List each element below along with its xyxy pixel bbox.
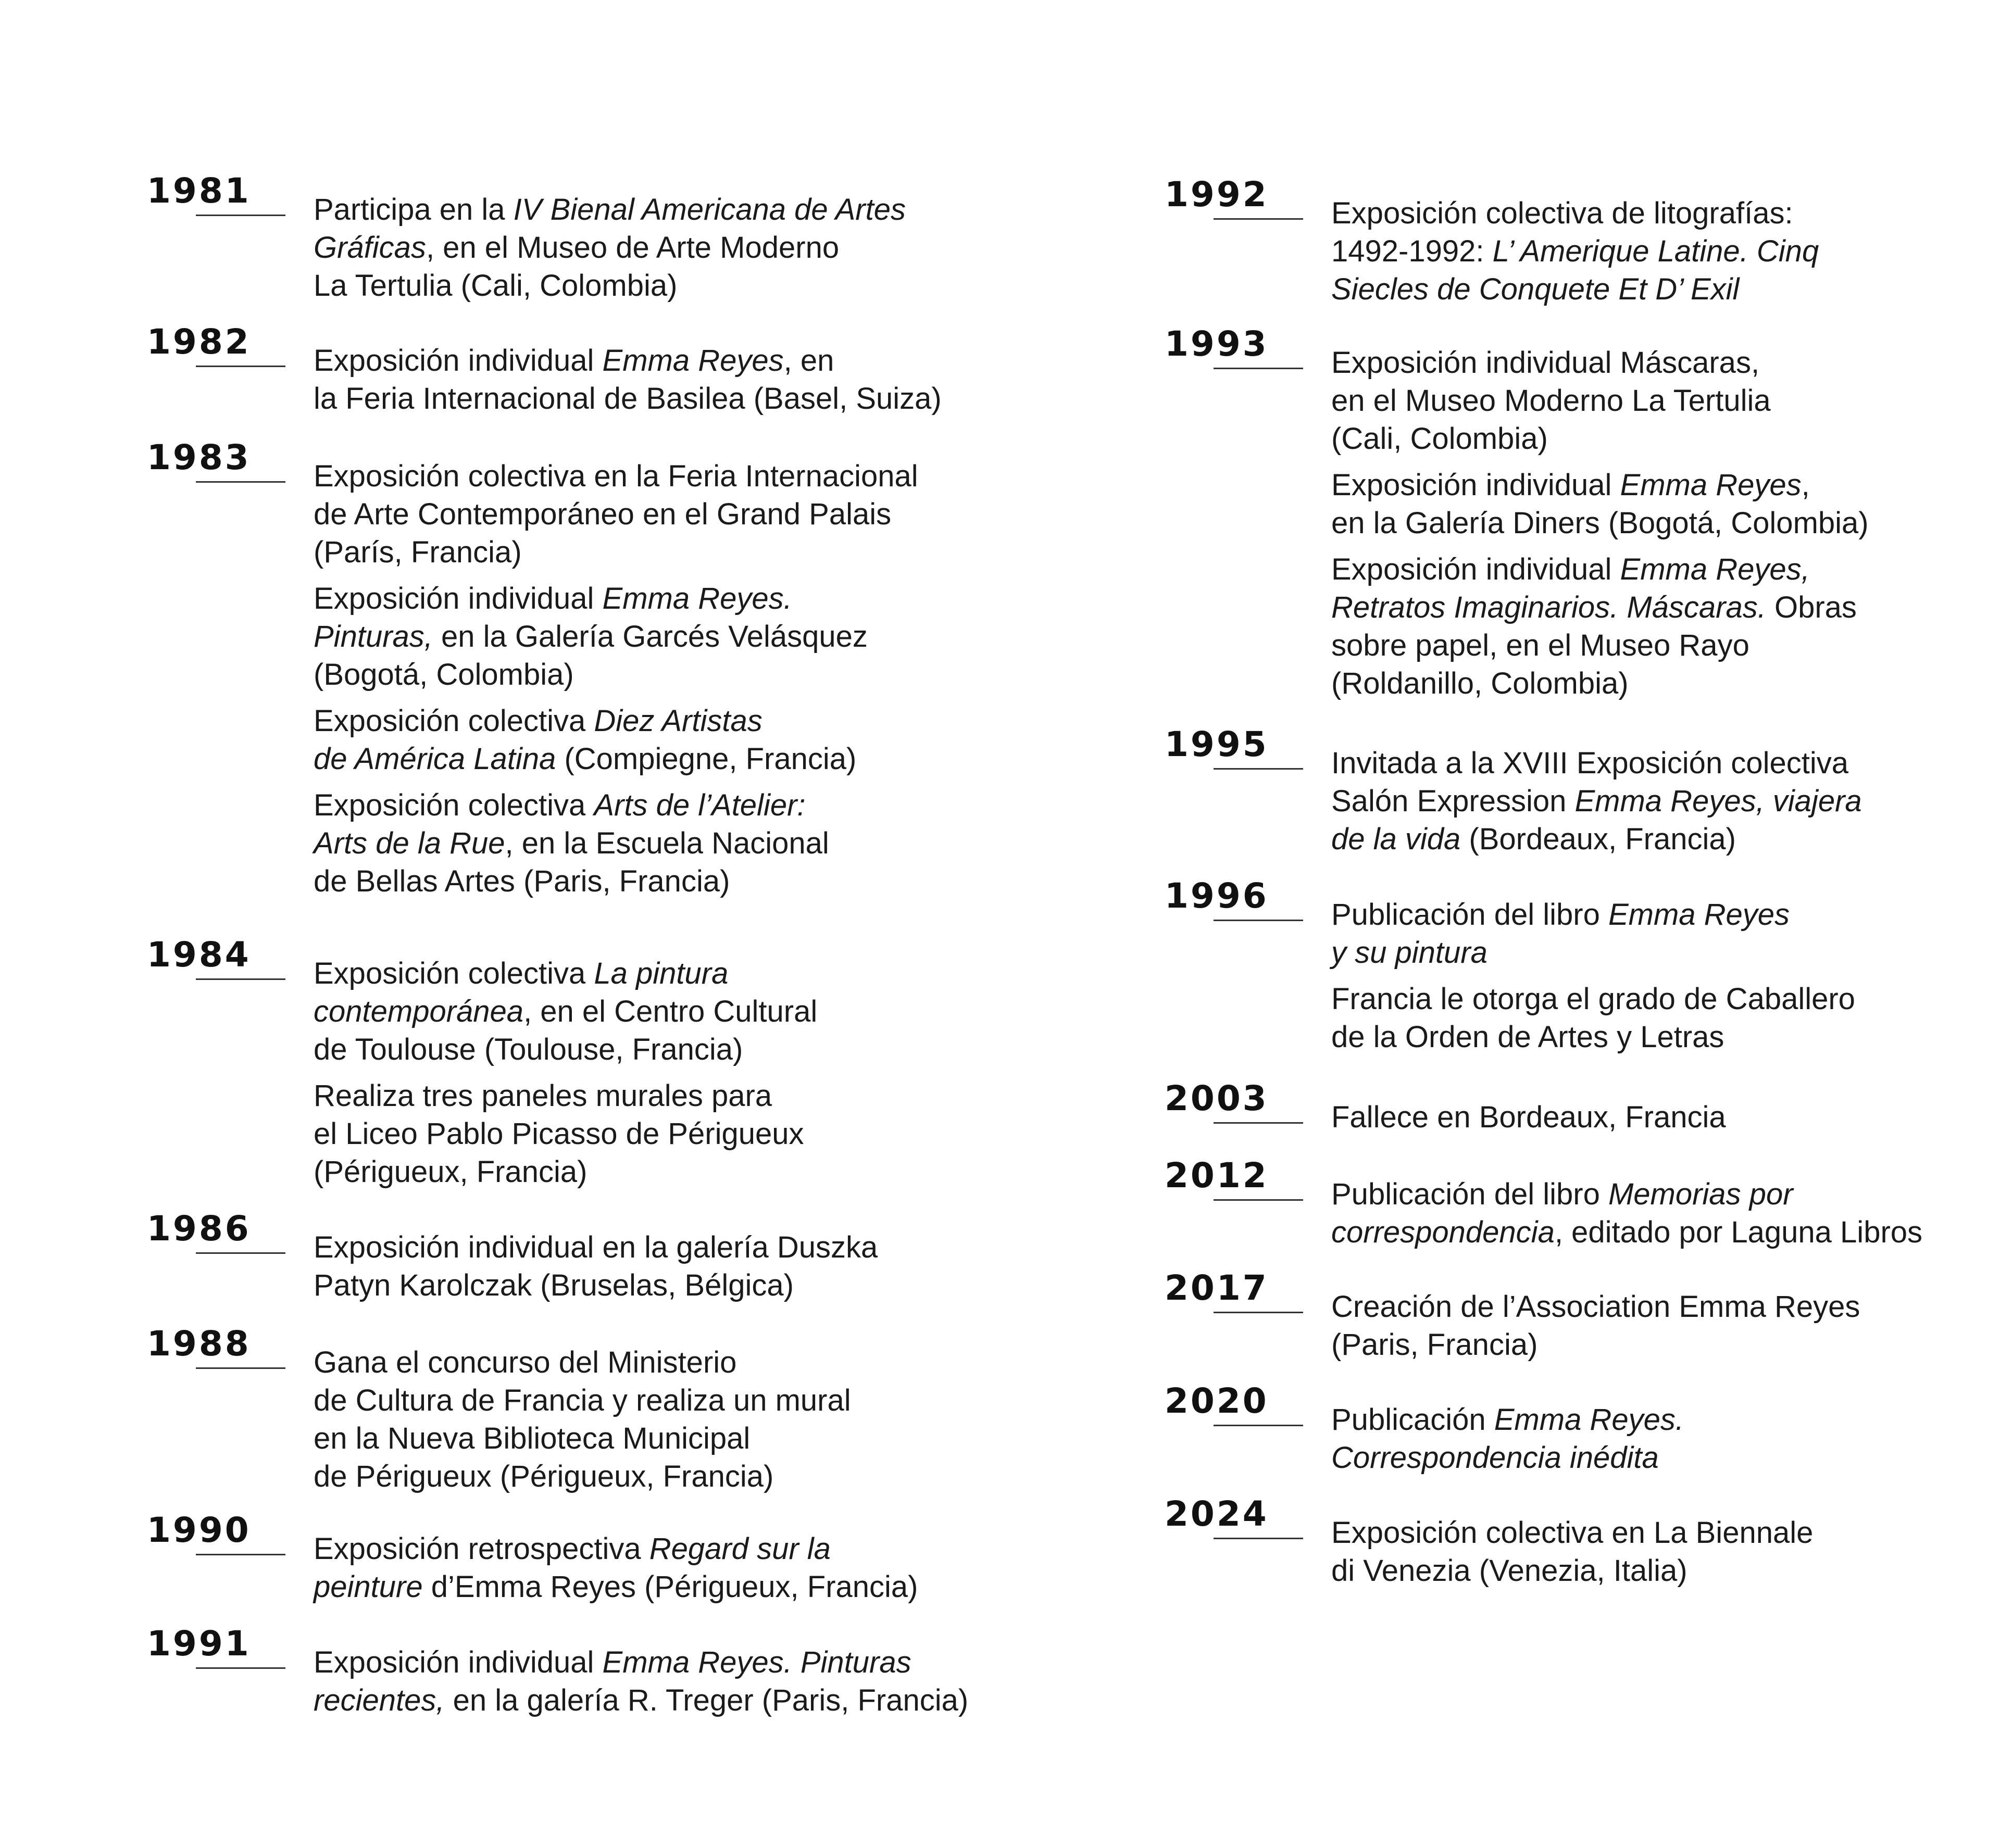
entry-description xyxy=(1331,1401,2000,1485)
entry-text: (Roldanillo, Colombia) xyxy=(1331,667,1629,700)
entry-line xyxy=(1331,1098,2000,1136)
entry-text: de Bellas Artes (Paris, Francia) xyxy=(314,864,730,898)
entry-line xyxy=(314,1030,1173,1068)
italic-title-text: Arts de la Rue xyxy=(314,826,505,860)
entry-text: sobre papel, en el Museo Rayo xyxy=(1331,628,1749,662)
entry-text: La Tertulia (Cali, Colombia) xyxy=(314,269,678,303)
year-label: 1996 xyxy=(1165,876,1269,916)
entry-text: la Feria Internacional de Basilea (Basel, Suiza) xyxy=(314,382,942,416)
entry-text: Exposición retrospectiva xyxy=(314,1532,649,1566)
entry-paragraph xyxy=(314,1228,1173,1304)
entry-text: (París, Francia) xyxy=(314,535,522,569)
italic-title-text: Diez Artistas xyxy=(594,704,762,738)
year-rule xyxy=(1214,1312,1303,1313)
entry-text: , en el Centro Cultural xyxy=(523,995,818,1028)
entry-text: Publicación del libro xyxy=(1331,898,1608,932)
entry-line xyxy=(314,267,1173,305)
entry-description xyxy=(314,191,1173,313)
entry-text: de la Orden de Artes y Letras xyxy=(1331,1020,1724,1054)
entry-line xyxy=(1331,664,2000,702)
entry-paragraph xyxy=(1331,466,2000,542)
italic-title-text: Siecles de Conquete Et D’ Exil xyxy=(1331,272,1740,306)
entry-text: , xyxy=(1801,468,1810,502)
italic-title-text: peinture xyxy=(314,1570,423,1604)
entry-text: Exposición individual xyxy=(314,344,603,378)
italic-title-text: contemporánea xyxy=(314,995,524,1028)
entry-text: , en el Museo de Arte Moderno xyxy=(426,231,840,265)
entry-line xyxy=(1331,1213,2000,1251)
year-rule xyxy=(1214,368,1303,369)
entry-paragraph xyxy=(314,1077,1173,1191)
entry-line xyxy=(314,1419,1173,1457)
entry-paragraph xyxy=(314,702,1173,778)
entry-text: (Bordeaux, Francia) xyxy=(1460,822,1736,856)
year-rule xyxy=(1214,1538,1303,1539)
entry-line xyxy=(314,495,1173,533)
entry-line xyxy=(314,1343,1173,1381)
year-rule xyxy=(196,1554,285,1555)
entry-paragraph xyxy=(314,580,1173,694)
entry-text: Obras xyxy=(1766,590,1857,624)
italic-title-text: Arts de l’Atelier: xyxy=(594,788,806,822)
entry-description xyxy=(314,1343,1173,1504)
entry-line xyxy=(314,1681,1173,1719)
entry-text: Invitada a la XVIII Exposición colectiva xyxy=(1331,746,1848,780)
italic-title-text: Emma Reyes. Pinturas xyxy=(602,1645,911,1679)
entry-text: , en la Escuela Nacional xyxy=(505,826,829,860)
entry-paragraph xyxy=(1331,744,2000,858)
italic-title-text: Emma Reyes xyxy=(1608,898,1790,932)
entry-description xyxy=(1331,194,2000,317)
entry-line xyxy=(314,1457,1173,1495)
entry-line xyxy=(314,786,1173,824)
year-label: 2017 xyxy=(1165,1268,1269,1308)
year-label: 1988 xyxy=(147,1324,251,1364)
entry-text: Fallece en Bordeaux, Francia xyxy=(1331,1100,1726,1134)
entry-text: en el Museo Moderno La Tertulia xyxy=(1331,384,1771,418)
year-label: 2003 xyxy=(1165,1078,1269,1118)
entry-line xyxy=(1331,1439,2000,1477)
entry-text: (Bogotá, Colombia) xyxy=(314,658,574,692)
italic-title-text: Emma Reyes xyxy=(602,344,784,378)
italic-title-text: La pintura xyxy=(594,957,729,990)
year-label: 2024 xyxy=(1165,1494,1269,1534)
entry-line xyxy=(1331,466,2000,504)
entry-text: Realiza tres paneles murales para xyxy=(314,1079,772,1113)
year-label: 1984 xyxy=(147,935,251,975)
entry-text: Salón Expression xyxy=(1331,784,1575,818)
italic-title-text: Emma Reyes, xyxy=(1620,552,1810,586)
entry-line xyxy=(1331,344,2000,382)
entry-paragraph xyxy=(314,457,1173,571)
entry-description xyxy=(314,1228,1173,1313)
entry-line xyxy=(1331,194,2000,232)
year-label: 1982 xyxy=(147,322,251,362)
italic-title-text: Emma Reyes xyxy=(1620,468,1802,502)
entry-text: Gana el concurso del Ministerio xyxy=(314,1346,737,1379)
entry-paragraph xyxy=(1331,1288,2000,1364)
year-label: 1991 xyxy=(147,1624,251,1664)
entry-line xyxy=(1331,588,2000,626)
entry-text: (Cali, Colombia) xyxy=(1331,422,1548,456)
entry-paragraph xyxy=(314,1643,1173,1719)
entry-line xyxy=(314,702,1173,740)
entry-line xyxy=(314,533,1173,571)
entry-paragraph xyxy=(314,191,1173,305)
entry-line xyxy=(1331,1552,2000,1590)
italic-title-text: y su pintura xyxy=(1331,936,1488,970)
year-rule xyxy=(196,1667,285,1669)
entry-text: Exposición colectiva en La Biennale xyxy=(1331,1516,1814,1550)
entry-text: di Venezia (Venezia, Italia) xyxy=(1331,1554,1688,1588)
entry-line xyxy=(314,342,1173,380)
entry-line xyxy=(1331,820,2000,858)
entry-line xyxy=(314,824,1173,862)
entry-paragraph xyxy=(314,1343,1173,1495)
year-rule xyxy=(1214,1122,1303,1124)
entry-text: de Arte Contemporáneo en el Grand Palais xyxy=(314,497,892,531)
entry-line xyxy=(1331,782,2000,820)
entry-text: Exposición individual xyxy=(314,1645,603,1679)
italic-title-text: Correspondencia inédita xyxy=(1331,1441,1659,1475)
entry-line xyxy=(314,580,1173,618)
entry-line xyxy=(1331,550,2000,588)
entry-line xyxy=(1331,626,2000,664)
entry-text: Exposición colectiva xyxy=(314,957,594,990)
entry-line xyxy=(314,457,1173,495)
italic-title-text: correspondencia xyxy=(1331,1215,1555,1249)
year-rule xyxy=(1214,218,1303,220)
entry-line xyxy=(1331,1018,2000,1056)
entry-line xyxy=(1331,980,2000,1018)
italic-title-text: L’ Amerique Latine. Cinq xyxy=(1492,234,1819,268)
entry-paragraph xyxy=(1331,896,2000,972)
entry-paragraph xyxy=(1331,1514,2000,1590)
year-rule xyxy=(196,215,285,216)
entry-text: Exposición individual xyxy=(1331,552,1620,586)
entry-line xyxy=(314,1115,1173,1153)
entry-line xyxy=(314,618,1173,656)
year-rule xyxy=(196,1367,285,1369)
italic-title-text: de la vida xyxy=(1331,822,1461,856)
year-label: 2012 xyxy=(1165,1155,1269,1196)
entry-text: Exposición colectiva xyxy=(314,788,594,822)
year-label: 1990 xyxy=(147,1510,251,1550)
entry-text: Francia le otorga el grado de Caballero xyxy=(1331,982,1855,1016)
entry-line xyxy=(1331,896,2000,934)
entry-line xyxy=(1331,382,2000,420)
entry-line xyxy=(314,656,1173,694)
entry-line xyxy=(314,1266,1173,1304)
italic-title-text: Emma Reyes, viajera xyxy=(1574,784,1862,818)
entry-line xyxy=(314,862,1173,900)
entry-text: Exposición individual en la galería Duszka xyxy=(314,1230,878,1264)
entry-text: 1492-1992: xyxy=(1331,234,1493,268)
year-rule xyxy=(1214,1425,1303,1426)
year-label: 1983 xyxy=(147,437,251,477)
entry-line xyxy=(314,380,1173,418)
entry-description xyxy=(314,954,1173,1199)
italic-title-text: Emma Reyes. xyxy=(1494,1403,1684,1437)
entry-line xyxy=(1331,1514,2000,1552)
italic-title-text: Gráficas xyxy=(314,231,426,265)
entry-line xyxy=(314,229,1173,267)
entry-text: Exposición colectiva de litografías: xyxy=(1331,196,1793,230)
entry-description xyxy=(1331,344,2000,711)
entry-text: de Toulouse (Toulouse, Francia) xyxy=(314,1033,743,1066)
entry-description xyxy=(1331,1288,2000,1372)
entry-description xyxy=(1331,1175,2000,1260)
year-rule xyxy=(1214,768,1303,770)
entry-text: Exposición colectiva en la Feria Internacional xyxy=(314,459,918,493)
entry-text: Exposición individual Máscaras, xyxy=(1331,346,1760,380)
entry-paragraph xyxy=(1331,1098,2000,1136)
entry-text: Exposición individual xyxy=(1331,468,1620,502)
entry-line xyxy=(1331,420,2000,458)
year-rule xyxy=(196,978,285,980)
entry-line xyxy=(314,954,1173,992)
entry-paragraph xyxy=(314,342,1173,418)
year-label: 2020 xyxy=(1165,1381,1269,1421)
year-label: 1981 xyxy=(147,171,251,211)
year-label: 1992 xyxy=(1165,174,1269,215)
entry-text: (Paris, Francia) xyxy=(1331,1328,1538,1362)
entry-text: Patyn Karolczak (Bruselas, Bélgica) xyxy=(314,1268,794,1302)
entry-line xyxy=(314,1381,1173,1419)
italic-title-text: Retratos Imaginarios. Máscaras. xyxy=(1331,590,1766,624)
entry-text: Publicación del libro xyxy=(1331,1177,1608,1211)
year-rule xyxy=(1214,920,1303,921)
year-label: 1993 xyxy=(1165,324,1269,364)
italic-title-text: Memorias por xyxy=(1608,1177,1793,1211)
italic-title-text: Regard sur la xyxy=(649,1532,831,1566)
entry-text: (Compiegne, Francia) xyxy=(556,742,857,776)
entry-paragraph xyxy=(1331,344,2000,458)
entry-line xyxy=(314,1643,1173,1681)
italic-title-text: IV Bienal Americana de Artes xyxy=(513,193,906,227)
entry-paragraph xyxy=(314,954,1173,1068)
entry-line xyxy=(1331,1288,2000,1326)
entry-text: Exposición colectiva xyxy=(314,704,594,738)
italic-title-text: Emma Reyes. xyxy=(602,582,792,615)
entry-line xyxy=(314,740,1173,778)
entry-line xyxy=(314,992,1173,1030)
entry-description xyxy=(1331,896,2000,1064)
entry-paragraph xyxy=(1331,550,2000,702)
entry-paragraph xyxy=(1331,1175,2000,1251)
entry-text: en la galería R. Treger (Paris, Francia) xyxy=(444,1683,969,1717)
entry-text: Exposición individual xyxy=(314,582,603,615)
entry-line xyxy=(1331,232,2000,270)
entry-text: en la Galería Garcés Velásquez xyxy=(432,620,868,653)
entry-paragraph xyxy=(314,786,1173,900)
entry-paragraph xyxy=(314,1530,1173,1606)
entry-text: de Périgueux (Périgueux, Francia) xyxy=(314,1460,774,1493)
entry-text: de Cultura de Francia y realiza un mural xyxy=(314,1384,851,1417)
entry-text: (Périgueux, Francia) xyxy=(314,1155,588,1189)
entry-description xyxy=(1331,1098,2000,1145)
year-rule xyxy=(196,1252,285,1254)
entry-line xyxy=(314,1568,1173,1606)
entry-line xyxy=(314,1077,1173,1115)
italic-title-text: Pinturas, xyxy=(314,620,433,653)
entry-description xyxy=(314,1530,1173,1614)
italic-title-text: recientes, xyxy=(314,1683,445,1717)
entry-line xyxy=(314,191,1173,229)
entry-line xyxy=(1331,1326,2000,1364)
entry-text: Participa en la xyxy=(314,193,514,227)
entry-paragraph xyxy=(1331,1401,2000,1477)
entry-text: en la Galería Diners (Bogotá, Colombia) xyxy=(1331,506,1869,540)
entry-text: en la Nueva Biblioteca Municipal xyxy=(314,1422,751,1455)
entry-line xyxy=(314,1228,1173,1266)
entry-line xyxy=(1331,1401,2000,1439)
entry-description xyxy=(314,342,1173,426)
entry-line xyxy=(314,1530,1173,1568)
entry-line xyxy=(1331,1175,2000,1213)
entry-paragraph xyxy=(1331,980,2000,1056)
entry-text: Publicación xyxy=(1331,1403,1494,1437)
entry-description xyxy=(1331,1514,2000,1598)
year-rule xyxy=(1214,1199,1303,1201)
entry-text: Creación de l’Association Emma Reyes xyxy=(1331,1290,1860,1324)
year-rule xyxy=(196,481,285,483)
entry-line xyxy=(1331,934,2000,972)
year-rule xyxy=(196,366,285,367)
entry-description xyxy=(314,1643,1173,1728)
entry-text: , en xyxy=(783,344,834,378)
entry-text: , editado por Laguna Libros xyxy=(1554,1215,1923,1249)
year-label: 1986 xyxy=(147,1209,251,1249)
entry-paragraph xyxy=(1331,194,2000,308)
entry-description xyxy=(314,457,1173,909)
italic-title-text: de América Latina xyxy=(314,742,556,776)
entry-line xyxy=(1331,504,2000,542)
entry-line xyxy=(1331,270,2000,308)
year-label: 1995 xyxy=(1165,724,1269,764)
entry-description xyxy=(1331,744,2000,866)
entry-text: d’Emma Reyes (Périgueux, Francia) xyxy=(422,1570,918,1604)
entry-line xyxy=(1331,744,2000,782)
entry-text: el Liceo Pablo Picasso de Périgueux xyxy=(314,1117,804,1151)
entry-line xyxy=(314,1153,1173,1191)
